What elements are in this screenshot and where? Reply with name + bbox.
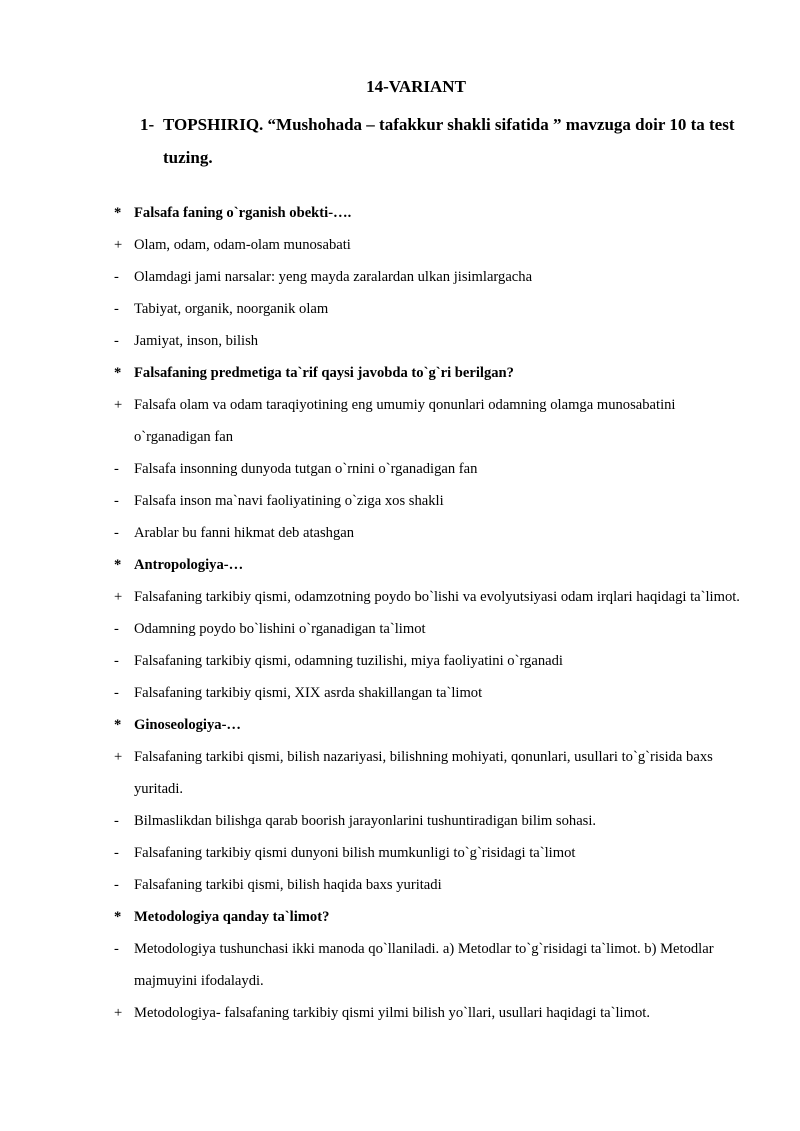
answer-text: Falsafaning tarkibi qismi, bilish nazariyasi, bilishning mohiyati, qonunlari, usullari to`g`risida baxs yuritadi. xyxy=(134,749,713,797)
task-number: 1- xyxy=(140,115,155,134)
answer-text: Falsafaning tarkibiy qismi, odamning tuzilishi, miya faoliyatini o`rganadi xyxy=(134,653,563,669)
answer-text: Tabiyat, organik, noorganik olam xyxy=(134,301,329,317)
item-marker: * xyxy=(114,365,122,381)
answer-text: Odamning poydo bo`lishini o`rganadigan ta`limot xyxy=(134,621,426,637)
item-marker: * xyxy=(114,909,122,925)
answer-option xyxy=(114,517,754,549)
answer-option xyxy=(114,485,754,517)
answer-option xyxy=(114,325,754,357)
answer-text: Falsafaning tarkibiy qismi, XIX asrda shakillangan ta`limot xyxy=(134,685,483,701)
answer-option xyxy=(114,997,754,1029)
answer-option xyxy=(114,261,754,293)
answer-option xyxy=(114,613,754,645)
item-marker: + xyxy=(114,397,123,413)
question-text: Antropologiya-… xyxy=(134,557,244,573)
task-text: TOPSHIRIQ. “Mushohada – tafakkur shakli sifatida ” mavzuga doir 10 ta test tuzing. xyxy=(163,115,735,167)
answer-text: Bilmaslikdan bilishga qarab boorish jarayonlarini tushuntiradigan bilim sohasi. xyxy=(134,813,597,829)
item-marker: - xyxy=(114,333,119,349)
question-text: Falsafaning predmetiga ta`rif qaysi javobda to`g`ri berilgan? xyxy=(134,365,514,381)
answer-option xyxy=(114,741,754,805)
answer-text: Falsafa insonning dunyoda tutgan o`rnini o`rganadigan fan xyxy=(134,461,478,477)
answer-text: Falsafaning tarkibiy qismi dunyoni bilish mumkunligi to`g`risidagi ta`limot xyxy=(134,845,576,861)
answer-option xyxy=(114,389,754,453)
item-marker: - xyxy=(114,813,119,829)
item-marker: - xyxy=(114,493,119,509)
answer-option xyxy=(114,581,754,613)
answer-text: Falsafa inson ma`navi faoliyatining o`ziga xos shakli xyxy=(134,493,444,509)
answer-option xyxy=(114,293,754,325)
item-marker: - xyxy=(114,621,119,637)
item-marker: - xyxy=(114,845,119,861)
answer-text: Falsafa olam va odam taraqiyotining eng umumiy qonunlari odamning olamga munosabatini o`rganadigan fan xyxy=(134,397,676,445)
test-question xyxy=(114,901,754,933)
item-marker: - xyxy=(114,653,119,669)
answer-text: Falsafaning tarkibi qismi, bilish haqida baxs yuritadi xyxy=(134,877,442,893)
item-marker: + xyxy=(114,1005,123,1021)
answer-option xyxy=(114,453,754,485)
task-heading xyxy=(140,108,760,174)
question-text: Ginoseologiya-… xyxy=(134,717,242,733)
answer-option xyxy=(114,229,754,261)
item-marker: * xyxy=(114,717,122,733)
item-marker: - xyxy=(114,269,119,285)
answer-text: Metodologiya tushunchasi ikki manoda qo`llaniladi. a) Metodlar to`g`risidagi ta`limot. b) Metodlar majmuyini ifodalaydi. xyxy=(134,941,714,989)
item-marker: + xyxy=(114,749,123,765)
answer-text: Falsafaning tarkibiy qismi, odamzotning poydo bo`lishi va evolyutsiyasi odam irqlari haqidagi ta`limot. xyxy=(134,589,740,605)
test-question xyxy=(114,709,754,741)
item-marker: * xyxy=(114,557,122,573)
variant-title: 14-VARIANT xyxy=(366,77,466,96)
test-question xyxy=(114,549,754,581)
item-marker: - xyxy=(114,461,119,477)
item-marker: + xyxy=(114,589,123,605)
answer-option xyxy=(114,933,754,997)
test-list xyxy=(114,197,754,1029)
answer-option xyxy=(114,805,754,837)
item-marker: * xyxy=(114,205,122,221)
answer-text: Olamdagi jami narsalar: yeng mayda zaralardan ulkan jisimlargacha xyxy=(134,269,533,285)
test-question xyxy=(114,357,754,389)
item-marker: - xyxy=(114,877,119,893)
question-text: Falsafa faning o`rganish obekti-…. xyxy=(134,205,352,221)
answer-text: Arablar bu fanni hikmat deb atashgan xyxy=(134,525,355,541)
question-text: Metodologiya qanday ta`limot? xyxy=(134,909,330,925)
answer-option xyxy=(114,869,754,901)
item-marker: - xyxy=(114,525,119,541)
item-marker: - xyxy=(114,301,119,317)
answer-option xyxy=(114,677,754,709)
item-marker: + xyxy=(114,237,123,253)
answer-text: Metodologiya- falsafaning tarkibiy qismi yilmi bilish yo`llari, usullari haqidagi ta`limot. xyxy=(134,1005,650,1021)
answer-text: Jamiyat, inson, bilish xyxy=(134,333,259,349)
answer-option xyxy=(114,645,754,677)
answer-text: Olam, odam, odam-olam munosabati xyxy=(134,237,351,253)
item-marker: - xyxy=(114,941,119,957)
answer-option xyxy=(114,837,754,869)
test-question xyxy=(114,197,754,229)
item-marker: - xyxy=(114,685,119,701)
